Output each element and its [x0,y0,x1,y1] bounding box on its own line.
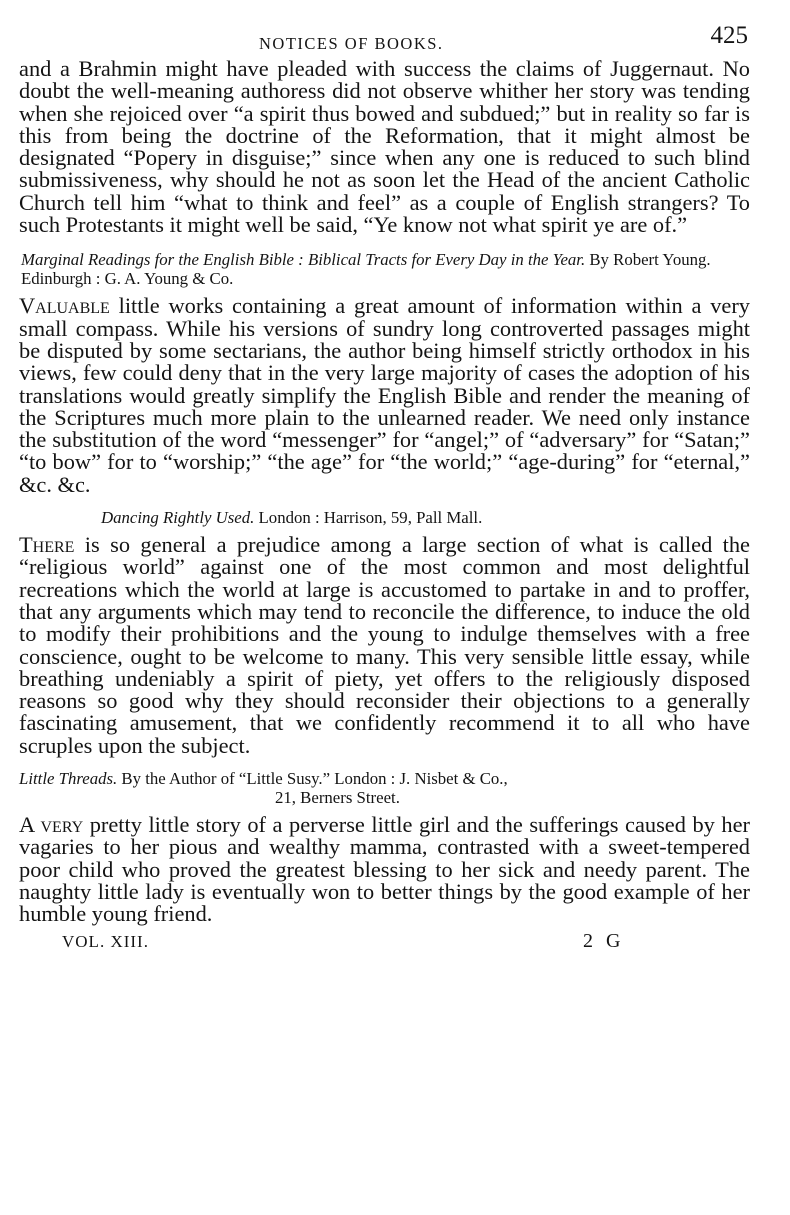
page-header [19,22,750,58]
page-number: 425 [710,22,748,49]
review-paragraph [19,814,750,925]
book-imprint: London : Harrison, 59, Pall Mall. [258,508,483,528]
review-lead-word: There [19,532,75,558]
review-lead-article: A [19,812,34,838]
review-lead-word: Valuable [19,293,110,319]
notice-title-block [19,508,750,527]
notice-title-block [19,769,750,807]
notice-title-block [19,250,750,288]
book-imprint-continued: 21, Berners Street. [275,788,400,808]
review-body: is so general a prejudice among a large section of what is called the “religious world” against one of the most common and most delightful recreations which the world at large is accustomed to partake in and to proffer, that any arguments which may tend to reconcile the difference, to induce the old to modify their prohibitions and the young to indulge themselves with a free conscience, ought to be welcome to many. This very sensible little essay, while breathing undeniably a spirit of piety, yet offers to the religiously disposed reasons so good why they should reconsider their objections to a generally fascinating amusement, that we confidently recommend it to all who have scruples upon the subject. [19,532,750,758]
book-title: Little Threads. [19,769,118,789]
book-title: Marginal Readings for the English Bible : Biblical Tracts for Every Day in the Year. [21,250,586,270]
sheet-mark: 2 G [583,929,625,952]
running-head: NOTICES OF BOOKS. [259,34,444,53]
continuation-paragraph: and a Brahmin might have pleaded with success the claims of Juggernaut. No doubt the well-meaning authoress did not observe whither her story was tending when she rejoiced over “a spirit thus bowed and subdued;” but in reality so far is this from being the doctrine of the Reformation, that it might almost be designated “Popery in disguise;” since when any one is reduced to such blind submissiveness, why should he not as soon let the Head of the ancient Catholic Church tell him “what to think and feel” as a couple of English strangers? To such Protestants it might well be said, “Ye know not what spirit ye are of.” [19,56,750,238]
review-lead-word: very [40,812,84,838]
review-body: pretty little story of a perverse little girl and the sufferings caused by her vagaries to her pious and wealthy mamma, contrasted with a sweet-tempered poor child who proved the greatest blessing to her sick and needy parent. The naughty little lady is eventually won to better things by the good example of her humble young friend. [19,812,750,927]
book-imprint: By Robert Young. Edinburgh : G. A. Young & Co. [21,250,711,289]
review-body: little works containing a great amount of information within a very small compass. While his versions of sundry long controverted passages might be disputed by some sectarians, the author being himself strictly orthodox in his views, few could deny that in the very large majority of cases the adoption of his translations would greatly simplify the English Bible and render the meaning of the Scriptures much more plain to the unlearned reader. We need only instance the substitution of the word “messenger” for “angel;” of “adversary” for “Satan;” “to bow” for to “worship;” “the age” for “the world;” “age-during” for “eternal,” &c. &c. [19,293,750,497]
review-paragraph [19,534,750,757]
book-imprint: By the Author of “Little Susy.” London : J. Nisbet & Co., [121,769,508,789]
review-paragraph [19,295,750,496]
book-title: Dancing Rightly Used. [101,508,255,528]
page-footer [19,930,750,956]
volume-signature: VOL. XIII. [62,931,149,951]
